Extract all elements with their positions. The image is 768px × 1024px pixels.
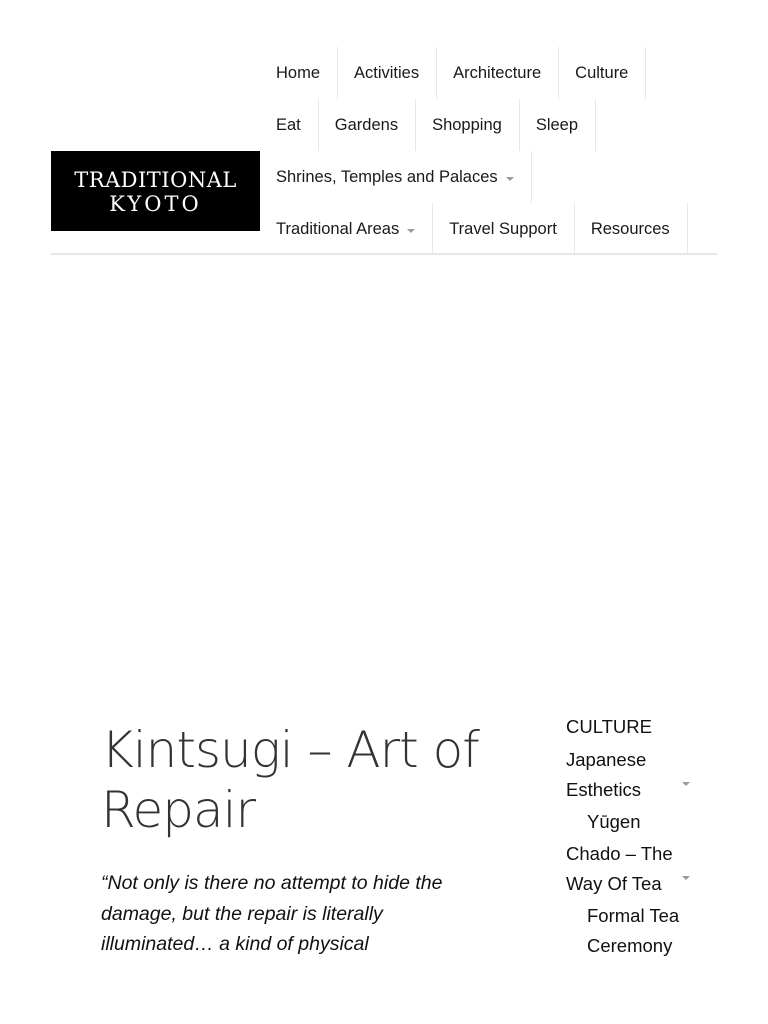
sidebar-subitem-formal-tea-ceremony[interactable]: Formal Tea Ceremony bbox=[587, 905, 680, 956]
nav-label: Activities bbox=[354, 63, 420, 82]
nav-item-gardens[interactable] bbox=[319, 99, 416, 151]
nav-label: Home bbox=[276, 63, 321, 82]
nav-item-travel-support[interactable] bbox=[433, 203, 575, 255]
nav-item-resources[interactable] bbox=[575, 203, 688, 255]
nav-label: Gardens bbox=[334, 115, 399, 134]
nav-label: Shrines, Temples and Palaces bbox=[276, 167, 498, 186]
site-header bbox=[51, 47, 717, 255]
article-quote: “Not only is there no attempt to hide the damage, but the repair is literally illuminated… a kind of physical bbox=[101, 872, 443, 955]
nav-label: Travel Support bbox=[449, 219, 557, 238]
nav-label: Shopping bbox=[432, 115, 502, 134]
nav-row bbox=[260, 203, 717, 255]
sidebar-subitem-yugen[interactable]: Yūgen bbox=[587, 811, 641, 832]
logo-line-2: KYOTO bbox=[109, 192, 202, 216]
chevron-down-icon bbox=[506, 177, 514, 181]
article bbox=[101, 720, 481, 960]
chevron-down-icon bbox=[407, 229, 415, 233]
sidebar-item-label: Japanese Esthetics bbox=[566, 749, 647, 800]
sidebar bbox=[566, 712, 706, 963]
sidebar-heading[interactable]: CULTURE bbox=[566, 716, 652, 737]
nav-row bbox=[260, 47, 717, 99]
nav-label: Architecture bbox=[453, 63, 542, 82]
site-logo[interactable] bbox=[51, 151, 260, 231]
page-title: Kintsugi – Art of Repair bbox=[101, 721, 479, 839]
nav-label: Culture bbox=[575, 63, 629, 82]
nav-item-architecture[interactable] bbox=[437, 47, 559, 99]
nav-row bbox=[260, 99, 717, 151]
logo-line-1: TRADITIONAL bbox=[74, 168, 237, 192]
nav-label: Traditional Areas bbox=[276, 219, 400, 238]
nav-item-shrines-temples-palaces[interactable] bbox=[260, 151, 532, 203]
nav-item-culture[interactable] bbox=[559, 47, 646, 99]
nav-item-traditional-areas[interactable] bbox=[260, 203, 433, 255]
main-nav bbox=[260, 47, 717, 255]
nav-item-sleep[interactable] bbox=[520, 99, 596, 151]
nav-item-activities[interactable] bbox=[338, 47, 437, 99]
nav-item-home[interactable] bbox=[260, 47, 338, 99]
sidebar-item-label: Chado – The Way Of Tea bbox=[566, 843, 673, 894]
nav-label: Sleep bbox=[535, 115, 579, 134]
nav-label: Eat bbox=[276, 115, 301, 134]
sidebar-item-japanese-esthetics[interactable] bbox=[566, 745, 706, 805]
chevron-down-icon[interactable] bbox=[682, 876, 690, 880]
nav-item-eat[interactable] bbox=[260, 99, 319, 151]
nav-label: Resources bbox=[590, 219, 670, 238]
nav-item-shopping[interactable] bbox=[416, 99, 520, 151]
sidebar-item-chado[interactable] bbox=[566, 839, 706, 899]
chevron-down-icon[interactable] bbox=[682, 782, 690, 786]
nav-row bbox=[260, 151, 717, 203]
